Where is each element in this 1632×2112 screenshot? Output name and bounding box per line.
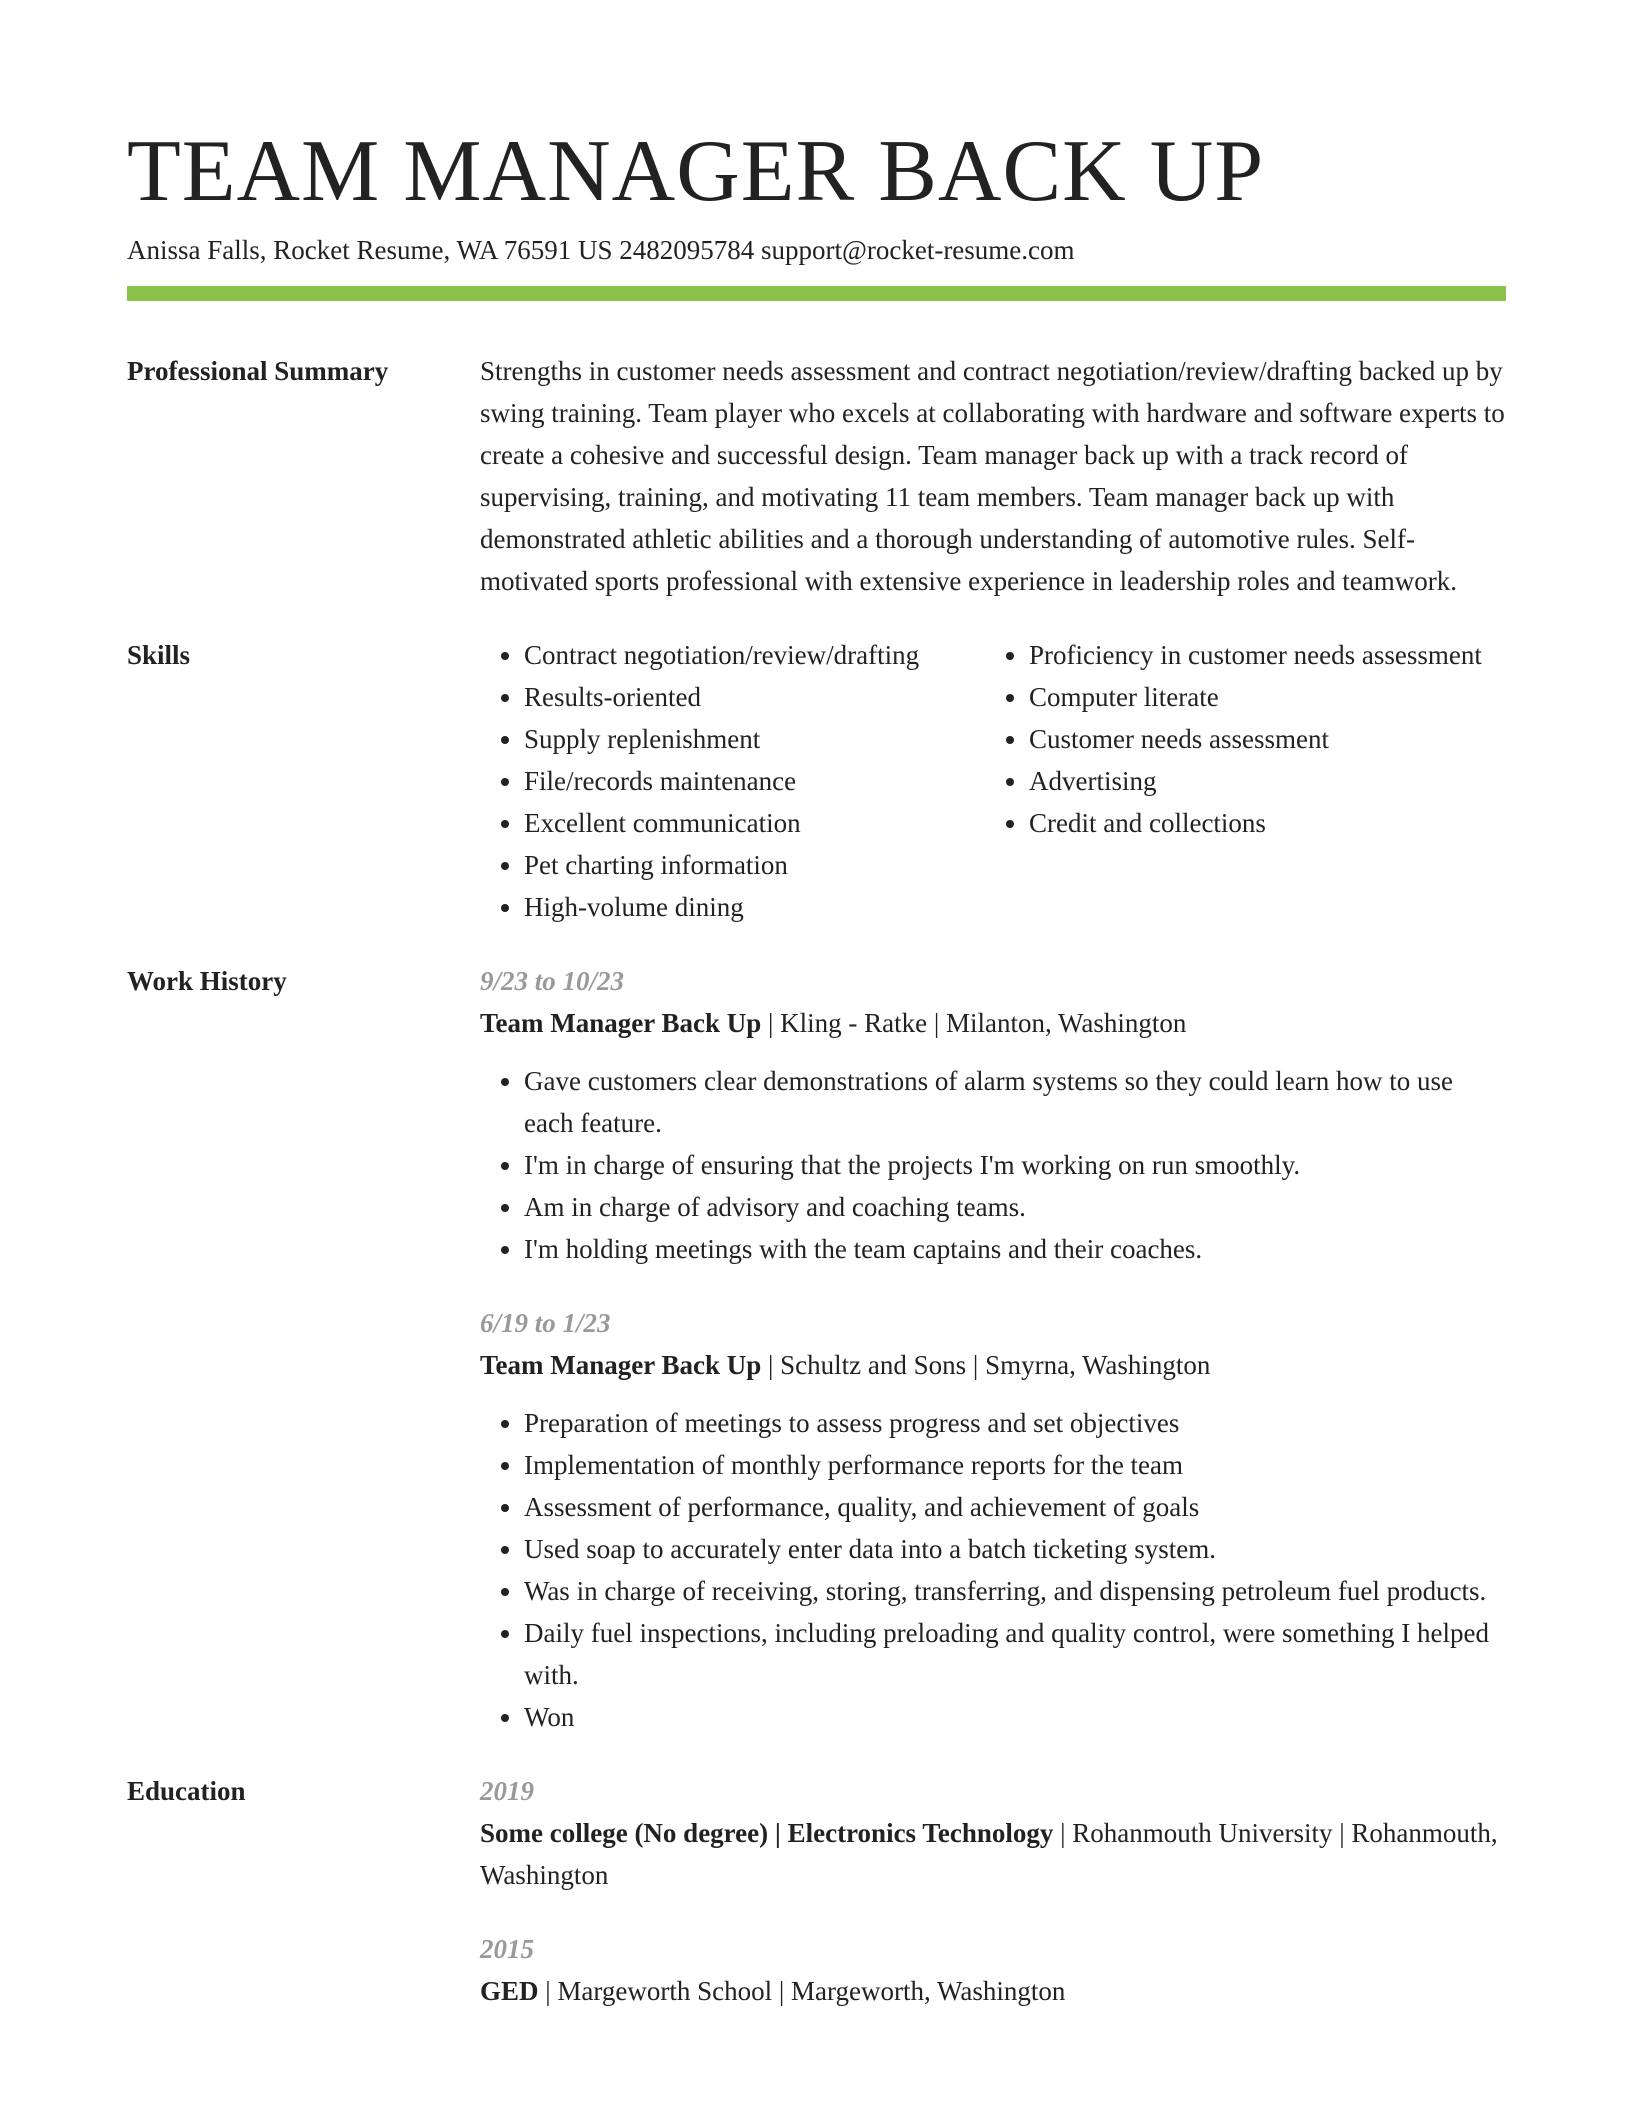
- job-title: Team Manager Back Up: [480, 1350, 762, 1380]
- education-section: [127, 1770, 1506, 2012]
- job-bullet: • Preparation of meetings to assess progress and set objectives: [524, 1402, 1506, 1444]
- summary-text: Strengths in customer needs assessment and contract negotiation/review/drafting backed up by swing training. Team player who excels at collaborating with hardware and software experts to create a cohesive and successful design. Team manager back up with a track record of supervising, training, and motivating 11 team members. Team manager back up with demonstrated athletic abilities and a thorough understanding of automotive rules. Self-motivated sports professional with extensive experience in leadership roles and teamwork.: [480, 356, 1505, 596]
- skills-list-left: [480, 634, 985, 928]
- job-bullet: • I'm holding meetings with the team captains and their coaches.: [524, 1228, 1506, 1270]
- accent-divider: [127, 286, 1506, 301]
- skill-item: • Computer literate: [1029, 676, 1490, 718]
- job-entry: [480, 1302, 1506, 1738]
- education-detail: [480, 1970, 1506, 2012]
- skill-item: • Supply replenishment: [524, 718, 985, 760]
- job-details: | Kling - Ratke | Milanton, Washington: [761, 1008, 1187, 1038]
- summary-section: [127, 350, 1506, 634]
- skills-section: [127, 634, 1506, 928]
- resume-content: [127, 350, 1506, 2012]
- skill-item: • Credit and collections: [1029, 802, 1490, 844]
- job-heading: [480, 1002, 1506, 1044]
- skill-item: • File/records maintenance: [524, 760, 985, 802]
- skill-item: • Excellent communication: [524, 802, 985, 844]
- skill-item: • Customer needs assessment: [1029, 718, 1490, 760]
- job-bullets: [480, 1060, 1506, 1270]
- skill-item: • Results-oriented: [524, 676, 985, 718]
- summary-heading: Professional Summary: [127, 356, 389, 386]
- education-degree: Some college (No degree) | Electronics Technology: [480, 1818, 1054, 1848]
- job-bullet: • Won: [524, 1696, 1506, 1738]
- education-degree: GED: [480, 1976, 539, 2006]
- job-bullet: • Am in charge of advisory and coaching teams.: [524, 1186, 1506, 1228]
- skill-item: • Advertising: [1029, 760, 1490, 802]
- job-dates: 9/23 to 10/23: [480, 966, 625, 996]
- education-detail: [480, 1812, 1506, 1896]
- job-bullet: • Daily fuel inspections, including preloading and quality control, were something I helped with.: [524, 1612, 1506, 1696]
- skill-item: • Pet charting information: [524, 844, 985, 886]
- work-history-section: [127, 960, 1506, 1770]
- skills-list-right: [985, 634, 1490, 928]
- job-title: Team Manager Back Up: [480, 1008, 762, 1038]
- education-entry: [480, 1770, 1506, 1896]
- skill-item: • Contract negotiation/review/drafting: [524, 634, 985, 676]
- job-entry: [480, 960, 1506, 1270]
- education-heading: Education: [127, 1776, 246, 1806]
- job-bullet: • Implementation of monthly performance reports for the team: [524, 1444, 1506, 1486]
- skill-item: • Proficiency in customer needs assessment: [1029, 634, 1490, 676]
- job-dates: 6/19 to 1/23: [480, 1308, 611, 1338]
- job-details: | Schultz and Sons | Smyrna, Washington: [761, 1350, 1211, 1380]
- work-history-heading: Work History: [127, 966, 287, 996]
- education-school: | Margeworth School | Margeworth, Washington: [538, 1976, 1066, 2006]
- job-bullet: • Used soap to accurately enter data into a batch ticketing system.: [524, 1528, 1506, 1570]
- education-entry: [480, 1928, 1506, 2012]
- job-heading: [480, 1344, 1506, 1386]
- job-bullet: • Was in charge of receiving, storing, transferring, and dispensing petroleum fuel products.: [524, 1570, 1506, 1612]
- skills-heading: Skills: [127, 640, 191, 670]
- job-bullet: • I'm in charge of ensuring that the projects I'm working on run smoothly.: [524, 1144, 1506, 1186]
- job-bullet: • Gave customers clear demonstrations of alarm systems so they could learn how to use each feature.: [524, 1060, 1506, 1144]
- skill-item: • High-volume dining: [524, 886, 985, 928]
- job-bullets: [480, 1402, 1506, 1738]
- contact-info: Anissa Falls, Rocket Resume, WA 76591 US 2482095784 support@rocket-resume.com: [127, 235, 1075, 265]
- education-year: 2015: [480, 1934, 534, 1964]
- job-bullet: • Assessment of performance, quality, and achievement of goals: [524, 1486, 1506, 1528]
- education-school: | Rohanmouth University | Rohanmouth, Washington: [480, 1818, 1498, 1890]
- education-year: 2019: [480, 1776, 534, 1806]
- resume-name: TEAM MANAGER BACK UP: [127, 123, 1265, 220]
